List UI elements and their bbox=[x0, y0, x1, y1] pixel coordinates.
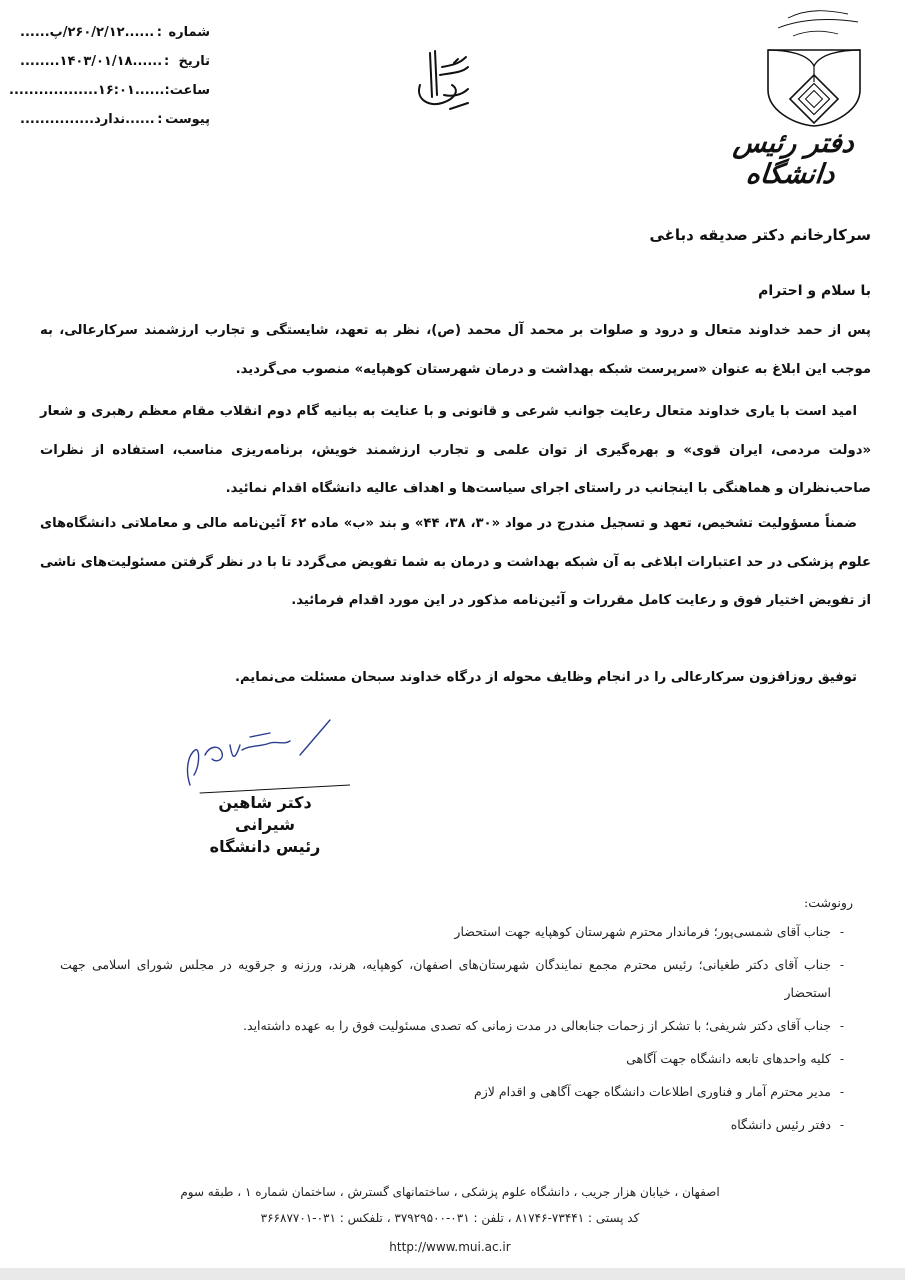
copy-item bbox=[60, 951, 853, 1007]
copy-item-text: کلیه واحدهای تابعه دانشگاه جهت آگاهی bbox=[626, 1051, 831, 1066]
meta-colon: : bbox=[156, 25, 162, 40]
handwritten-signature-icon bbox=[180, 715, 350, 795]
copy-item-text: جناب آقای دکتر طغیانی؛ رئیس محترم مجمع نمایندگان شهرستان‌های اصفهان، کوهپایه، هرند، ورزنه و جرقویه در مجلس شورای اسلامی جهت استحضار bbox=[60, 957, 831, 1000]
footer-contact: کد پستی : ۷۳۴۴۱-۸۱۷۴۶ ، تلفن : ۰۳۱-۳۷۹۲۹۵۰۰ ، تلفکس : ۰۳۱-۳۶۶۸۷۷۰۱ bbox=[260, 1211, 640, 1225]
meta-colon: : bbox=[164, 83, 170, 98]
copy-item-text: جناب آقای دکتر شریفی؛ با تشکر از زحمات جنابعالی در مدت زمانی که تصدی مسئولیت فوق را به عهده داشته‌اید. bbox=[243, 1018, 831, 1033]
paragraph-text: منصوب می‌گردید. bbox=[235, 361, 355, 377]
list-dash: - bbox=[839, 1117, 845, 1132]
copy-item-text: مدیر محترم آمار و فناوری اطلاعات دانشگاه جهت آگاهی و اقدام لازم bbox=[474, 1084, 831, 1099]
meta-time-value: ......۱۶:۰۱.................. bbox=[9, 83, 165, 98]
signer-title: رئیس دانشگاه bbox=[209, 837, 321, 856]
paragraph-expectations: امید است با یاری خداوند متعال رعایت جوانب شرعی و قانونی و با عنایت به بیانیه گام دوم انقلاب مقام معظم رهبری و شعار «دولت مردمی، ایران قوی» و بهره‌گیری از توان علمی و تجارب ارزشمند خویش، برنامه‌ریزی مناسب، استفاده از نظرات صاحب‌نظران و هماهنگی با اینجانب در راستای اجرای سیاست‌ها و اهداف عالیه دانشگاه اقدام نمائید. bbox=[40, 404, 871, 496]
meta-date-value: ......۱۴۰۳/۰۱/۱۸........ bbox=[20, 54, 163, 69]
meta-time bbox=[9, 76, 210, 105]
meta-number-label: شماره bbox=[168, 25, 210, 40]
copy-item bbox=[60, 1111, 853, 1139]
meta-number bbox=[20, 18, 210, 47]
meta-colon: : bbox=[157, 112, 163, 127]
copy-item bbox=[60, 918, 853, 946]
bismillah-calligraphy-icon bbox=[410, 45, 475, 115]
meta-attachment bbox=[20, 105, 210, 134]
meta-attachment-label: پیوست bbox=[165, 112, 210, 127]
articles-reference: «۳۰، ۳۸، ۴۴» bbox=[414, 516, 501, 531]
office-title: دفتر رئیس دانشگاه bbox=[731, 128, 856, 190]
paragraph-text: نظر به تعهد، شایستگی و تجارب ارزشمند سرکارعالی، به موجب این ابلاغ به عنوان bbox=[40, 323, 871, 377]
paragraph-appointment bbox=[40, 312, 871, 389]
meta-colon: : bbox=[163, 54, 170, 69]
copy-item bbox=[60, 1012, 853, 1040]
list-dash: - bbox=[839, 924, 845, 939]
paragraph-closing: توفیق روزافزون سرکارعالی را در انجام وظایف محوله از درگاه خداوند سبحان مسئلت می‌نمایم. bbox=[234, 670, 857, 685]
signer-name: دکتر شاهین شیرانی bbox=[218, 793, 312, 834]
appointment-position: «سرپرست شبکه بهداشت و درمان شهرستان کوهپایه» bbox=[354, 361, 707, 377]
paragraph-text: و bbox=[396, 516, 415, 531]
paragraph-delegation bbox=[40, 505, 871, 621]
opening-praise: پس از حمد خداوند متعال و درود و صلوات بر محمد آل محمد (ص)، bbox=[426, 323, 872, 338]
copies-list bbox=[60, 895, 853, 1144]
clause-reference: بند «ب» ماده ۶۲ bbox=[290, 516, 397, 531]
paragraph-text: آئین‌نامه مالی و معاملاتی دانشگاه‌های علوم پزشکی در حد اعتبارات ابلاغی به آن شبکه بهداشت و درمان به شما تفویض می‌گردد تا با در نظر گرفتن مسئولیت‌های ناشی از تفویض اختیار فوق و رعایت کامل مقررات و آئین‌نامه مذکور در این مورد اقدام فرمائید. bbox=[40, 516, 871, 608]
footer-website-link[interactable]: http://www.mui.ac.ir bbox=[389, 1240, 511, 1254]
bottom-strip bbox=[0, 1268, 905, 1280]
meta-attachment-value: ......ندارد............... bbox=[20, 112, 155, 127]
copy-item-text: جناب آقای شمسی‌پور؛ فرماندار محترم شهرستان کوهپایه جهت استحضار bbox=[454, 924, 831, 939]
paragraph-text: ضمناً مسؤولیت تشخیص، تعهد و تسجیل مندرج در مواد bbox=[500, 516, 858, 531]
recipient: سرکارخانم دکتر صدیقه دباغی bbox=[649, 226, 871, 244]
signer-block bbox=[190, 792, 340, 858]
copy-item bbox=[60, 1045, 853, 1073]
meta-date bbox=[20, 47, 210, 76]
meta-number-value: ......۲۶۰/۲/۱۲/پ...... bbox=[20, 25, 155, 40]
copy-item-text: دفتر رئیس دانشگاه bbox=[730, 1117, 831, 1132]
greeting: با سلام و احترام bbox=[758, 283, 871, 299]
letter-meta bbox=[9, 18, 210, 134]
copies-title: رونوشت: bbox=[804, 895, 853, 910]
list-dash: - bbox=[839, 1051, 845, 1066]
list-dash: - bbox=[839, 1084, 845, 1099]
list-dash: - bbox=[839, 957, 845, 972]
meta-time-label: ساعت bbox=[169, 83, 210, 98]
meta-date-label: تاریخ bbox=[178, 54, 210, 69]
university-logo-icon bbox=[748, 8, 880, 128]
footer-address: اصفهان ، خیابان هزار جریب ، دانشگاه علوم پزشکی ، ساختمانهای گسترش ، ساختمان شماره ۱ ، طبقه سوم bbox=[180, 1185, 720, 1199]
list-dash: - bbox=[839, 1018, 845, 1033]
copy-item bbox=[60, 1078, 853, 1106]
